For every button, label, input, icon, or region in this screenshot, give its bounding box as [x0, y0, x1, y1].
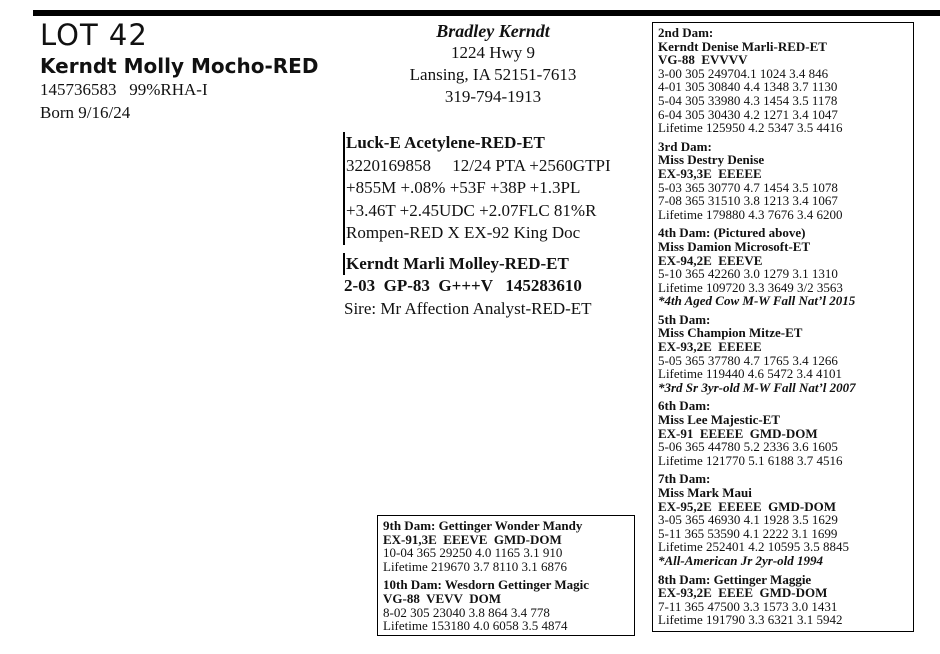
bottom-pedigree-box: [377, 515, 635, 636]
dam-classification: EX-93,3E EEEEE: [658, 165, 762, 181]
dam-label: 10th Dam:: [383, 577, 445, 593]
consignor-block: [393, 20, 593, 108]
sire-line: +3.46T +2.45UDC +2.07FLC 81%R: [346, 200, 597, 220]
production-record: 7-11 365 47500 3.3 1573 3.0 1431: [658, 598, 838, 614]
dam-name: Miss Damion Microsoft-ET: [658, 238, 811, 254]
sire-line: 3220169858 12/24 PTA +2560GTPI: [346, 155, 611, 175]
dam-classification: EX-91 EEEEE GMD-DOM: [658, 425, 818, 441]
dam-classification: EX-94,2E EEEVE: [658, 252, 763, 268]
production-record: 5-05 365 37780 4.7 1765 3.4 1266: [658, 352, 838, 368]
animal-name: Kerndt Molly Mocho-RED: [40, 54, 319, 78]
dam-label: 4th Dam: (Pictured above): [658, 225, 806, 241]
consignor-phone: 319-794-1913: [444, 87, 542, 106]
sire-name: Luck-E Acetylene-RED-ET: [346, 133, 545, 152]
production-record: 3-00 305 249704.1 1024 3.4 846: [658, 65, 829, 81]
sire-block: [343, 132, 611, 245]
dam-label: 7th Dam:: [658, 471, 711, 487]
registration-info: 145736583 99%RHA-I: [40, 80, 208, 99]
sire-line: Rompen-RED X EX-92 King Doc: [346, 223, 581, 242]
pedigree-block: [343, 132, 611, 320]
dam-name: Wesdorn Gettinger Magic: [444, 577, 590, 593]
dam-label: 9th Dam:: [383, 518, 439, 533]
production-record: Lifetime 252401 4.2 10595 3.5 8845: [658, 539, 850, 555]
consignor-address-line2: Lansing, IA 52151-7613: [409, 65, 577, 84]
production-record: Lifetime 125950 4.2 5347 3.5 4416: [658, 120, 843, 136]
production-record: 5-10 365 42260 3.0 1279 3.1 1310: [658, 266, 838, 282]
dam-name: Kerndt Denise Marli-RED-ET: [658, 38, 827, 54]
birth-date: Born 9/16/24: [40, 103, 131, 122]
dam-award: *3rd Sr 3yr-old M-W Fall Nat’l 2007: [658, 379, 856, 395]
dam-label: 8th Dam:: [658, 571, 714, 587]
dam-entry: [658, 313, 913, 395]
dam-entry: [658, 226, 913, 308]
production-record: 4-01 305 30840 4.4 1348 3.7 1130: [658, 79, 838, 95]
dam-heading: [658, 573, 913, 587]
dam-classification: EX-93,2E EEEEE: [658, 339, 762, 355]
production-record: Lifetime 153180 4.0 6058 3.5 4874: [383, 618, 568, 634]
production-record: Lifetime 179880 4.3 7676 3.4 6200: [658, 206, 843, 222]
dam-entry: [383, 519, 634, 573]
dam-label: 5th Dam:: [658, 311, 711, 327]
dam-heading: [383, 578, 634, 592]
dam-entry: [658, 26, 913, 135]
dam-award: *4th Aged Cow M-W Fall Nat’l 2015: [658, 293, 856, 309]
production-record: 8-02 305 23040 3.8 864 3.4 778: [383, 604, 550, 620]
dam-entry: [658, 573, 913, 627]
production-record: 10-04 365 29250 4.0 1165 3.1 910: [383, 545, 563, 561]
dam-entry: [383, 578, 634, 632]
dam-entry: [658, 140, 913, 222]
production-record: Lifetime 109720 3.3 3649 3/2 3563: [658, 279, 843, 295]
dam-award: *All-American Jr 2yr-old 1994: [658, 552, 824, 568]
dam-classification: VG-88 VEVV DOM: [383, 590, 501, 606]
production-record: 5-04 305 33980 4.3 1454 3.5 1178: [658, 92, 838, 108]
production-record: 5-06 365 44780 5.2 2336 3.6 1605: [658, 439, 838, 455]
sire-line: +855M +.08% +53F +38P +1.3PL: [346, 178, 581, 197]
dam-classification: VG-88 EVVVV: [658, 52, 748, 68]
dam-classification: EX-91,3E EEEVE GMD-DOM: [383, 531, 562, 547]
dam-score: 2-03 GP-83 G+++V 145283610: [344, 276, 582, 295]
dam-classification: EX-95,2E EEEEE GMD-DOM: [658, 498, 837, 514]
production-record: 3-05 365 46930 4.1 1928 3.5 1629: [658, 512, 838, 528]
production-record: 5-11 365 53590 4.1 2222 3.1 1699: [658, 525, 838, 541]
dam-name: Gettinger Wonder Mandy: [438, 518, 583, 533]
dam-heading: [383, 519, 634, 533]
dam-block: [343, 253, 611, 321]
dam-label: 6th Dam:: [658, 398, 711, 414]
dam-sire: Sire: Mr Affection Analyst-RED-ET: [344, 298, 592, 318]
consignor-address-line1: 1224 Hwy 9: [450, 43, 536, 62]
production-record: Lifetime 191790 3.3 6321 3.1 5942: [658, 612, 843, 628]
right-pedigree-box: [652, 22, 914, 632]
consignor-name: Bradley Kerndt: [436, 21, 550, 41]
dam-name: Kerndt Marli Molley-RED-ET: [343, 253, 611, 276]
dam-name: Miss Destry Denise: [658, 152, 765, 168]
lot-number: LOT 42: [40, 18, 148, 52]
dam-name: Miss Mark Maui: [658, 485, 752, 500]
top-rule: [33, 10, 940, 16]
production-record: 5-03 365 30770 4.7 1454 3.5 1078: [658, 179, 838, 195]
production-record: Lifetime 219670 3.7 8110 3.1 6876: [383, 558, 568, 574]
production-record: 6-04 305 30430 4.2 1271 3.4 1047: [658, 106, 838, 122]
dam-label: 2nd Dam:: [658, 25, 714, 40]
production-record: Lifetime 119440 4.6 5472 3.4 4101: [658, 366, 843, 382]
production-record: Lifetime 121770 5.1 6188 3.7 4516: [658, 452, 843, 468]
production-record: 7-08 365 31510 3.8 1213 3.4 1067: [658, 193, 838, 209]
dam-classification: EX-93,2E EEEE GMD-DOM: [658, 585, 828, 601]
dam-name: Miss Lee Majestic-ET: [658, 412, 781, 428]
dam-entry: [658, 399, 913, 467]
dam-name: Gettinger Maggie: [713, 571, 812, 587]
dam-entry: [658, 472, 913, 567]
dam-label: 3rd Dam:: [658, 138, 712, 154]
dam-name: Miss Champion Mitze-ET: [658, 325, 803, 341]
